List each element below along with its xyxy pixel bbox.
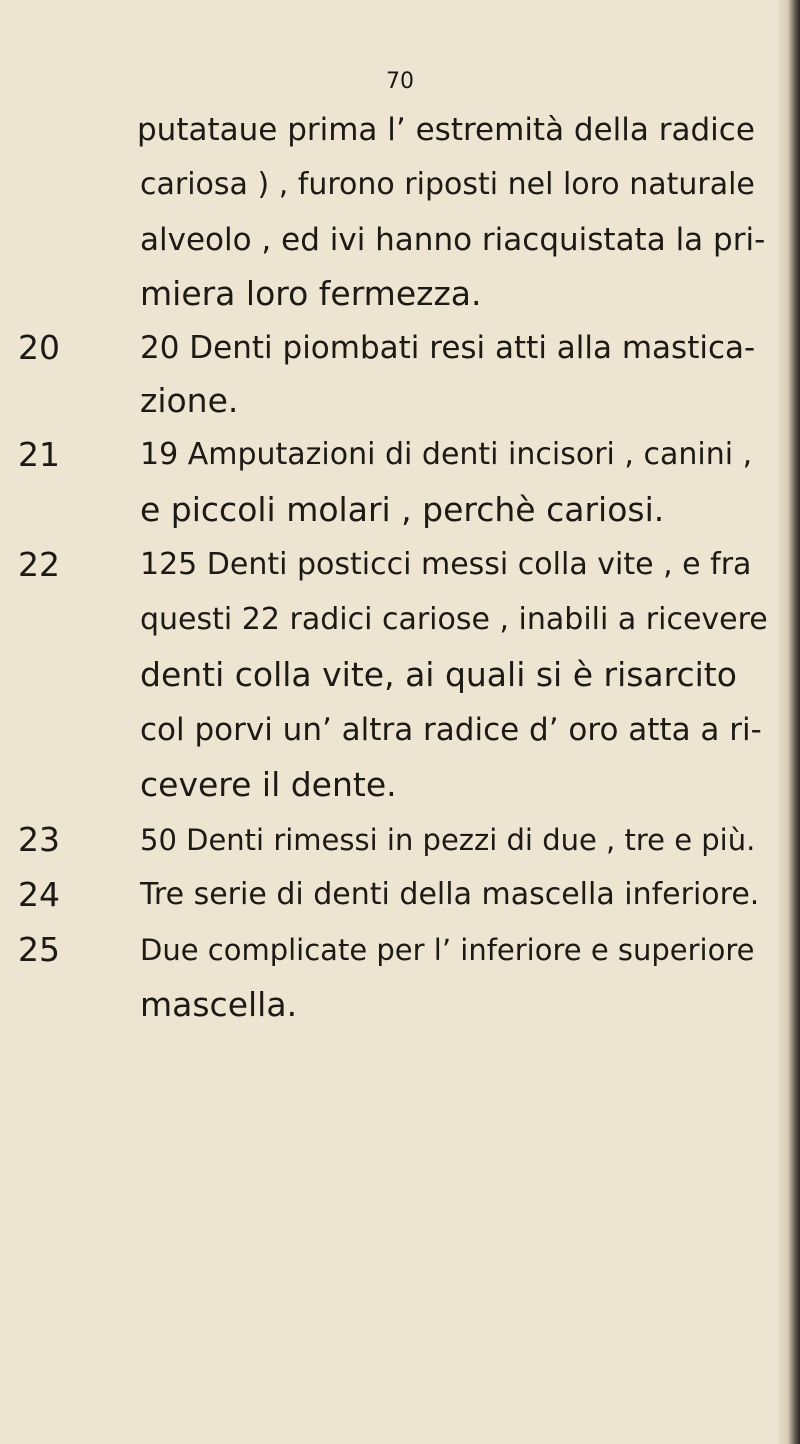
text-line: 19 Amputazioni di denti incisori , canini , <box>140 437 753 472</box>
text-line: 50 Denti rimessi in pezzi di due , tre e più. <box>140 823 756 857</box>
text-line: mascella. <box>140 985 298 1024</box>
text-line: alveolo , ed ivi hanno riacquistata la pri- <box>140 222 766 258</box>
text-line: Tre serie di denti della mascella inferiore. <box>140 877 760 912</box>
marginal-number: 20 <box>18 328 60 367</box>
page-edge <box>778 0 800 1444</box>
marginal-number: 22 <box>18 545 60 584</box>
text-line: zione. <box>140 381 239 420</box>
text-line: col porvi un’ altra radice d’ oro atta a ri- <box>140 712 762 748</box>
text-line: 125 Denti posticci messi colla vite , e fra <box>140 547 752 582</box>
text-line: Due complicate per l’ inferiore e superiore <box>140 933 755 967</box>
text-line: 20 Denti piombati resi atti alla mastica- <box>140 330 756 366</box>
text-line: miera loro fermezza. <box>140 274 482 313</box>
text-line: denti colla vite, ai quali si è risarcito <box>140 655 737 694</box>
text-line: questi 22 radici cariose , inabili a ricevere <box>140 602 768 637</box>
text-line: putataue prima l’ estremità della radice <box>137 112 755 148</box>
marginal-number: 24 <box>18 875 60 914</box>
text-line: e piccoli molari , perchè cariosi. <box>140 490 665 529</box>
text-line: cariosa ) , furono riposti nel loro naturale <box>140 167 755 202</box>
marginal-number: 21 <box>18 435 60 474</box>
marginal-number: 25 <box>18 930 60 969</box>
marginal-number: 23 <box>18 820 60 859</box>
text-line: cevere il dente. <box>140 765 397 804</box>
page-number: 70 <box>386 69 414 94</box>
